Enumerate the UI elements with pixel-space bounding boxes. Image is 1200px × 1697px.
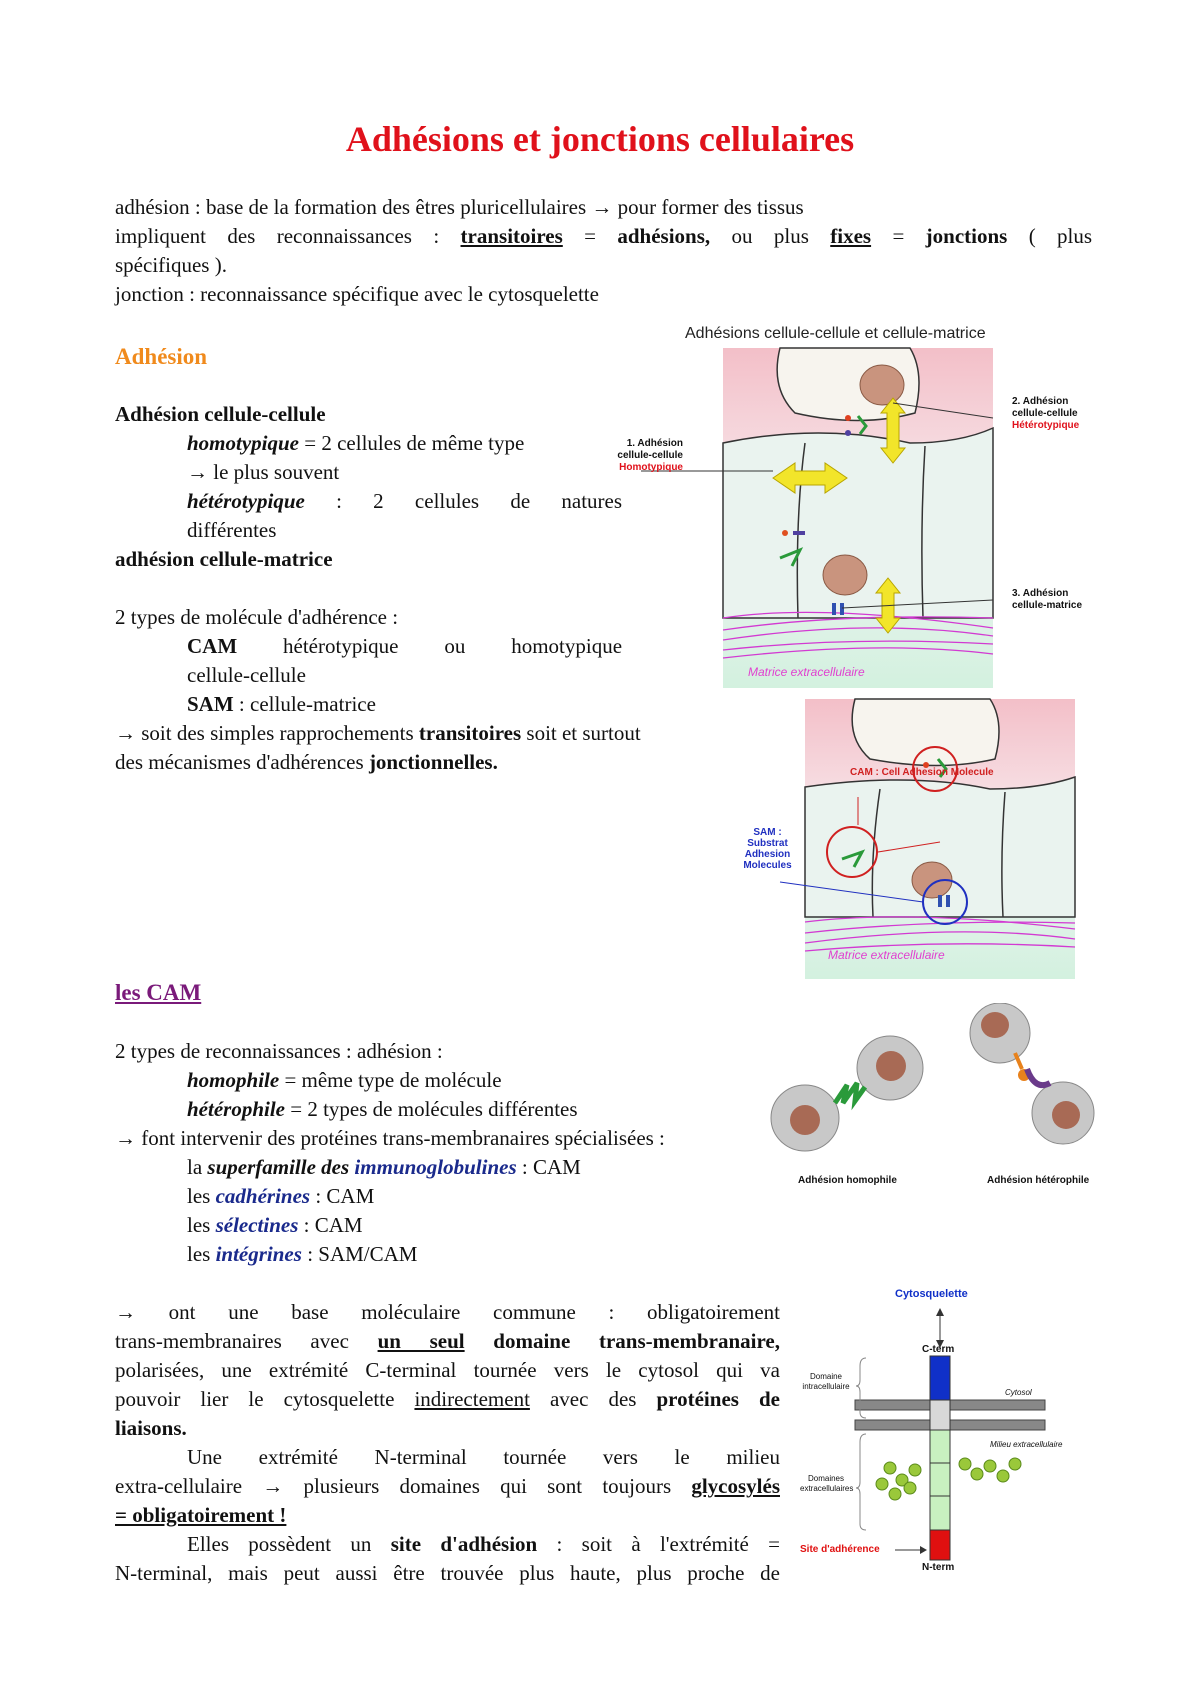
conclusion-line-1: → soit des simples rapprochements transitoires soit et surtout: [115, 721, 641, 745]
base-line-8: = obligatoirement !: [115, 1503, 287, 1527]
fig2-sam-label: SAM : Substrat Adhesion Molecules: [743, 827, 792, 871]
fig4-nterm-label: N-term: [922, 1562, 955, 1573]
adhesion-cc-heading: Adhésion cellule-cellule: [115, 402, 326, 426]
intro-line-3: spécifiques ).: [115, 253, 227, 277]
intro-line-2: impliquent des reconnaissances : transitoires = adhésions, ou plus fixes = jonctions ( plus: [115, 224, 1093, 248]
fig4-cterm-label: C-term: [922, 1344, 955, 1355]
base-line-9: Elles possèdent un site d'adhésion : soit à l'extrémité =: [187, 1532, 780, 1556]
sam-line: SAM : cellule-matrice: [187, 692, 376, 716]
figure-adhesions-overview: [617, 318, 1100, 693]
heterotypique-line-2: différentes: [187, 518, 277, 542]
fig1-label-2: 2. Adhésion cellule-cellule Hétérotypique: [1012, 396, 1080, 431]
types-intro: 2 types de molécule d'adhérence :: [115, 605, 399, 629]
homotypique-note: → le plus souvent: [187, 460, 340, 484]
fig3-heterophile-label: Adhésion hétérophile: [987, 1175, 1090, 1186]
fig2-cam-label: CAM : Cell Adhesion Molecule: [850, 767, 994, 778]
base-line-5: liaisons.: [115, 1416, 187, 1440]
cam-line-2: cellule-cellule: [187, 663, 306, 687]
superfamily-line: la superfamille des immunoglobulines : CAM: [187, 1155, 581, 1179]
selectines-line: les sélectines : CAM: [187, 1213, 363, 1237]
figure-homophile-heterophile: [765, 1003, 1100, 1198]
fig1-label-3: 3. Adhésion cellule-matrice: [1012, 588, 1083, 611]
fig4-site-label: Site d'adhérence: [800, 1544, 880, 1555]
conclusion-line-2: des mécanismes d'adhérences jonctionnelles.: [115, 750, 498, 774]
fig1-label-1: 1. Adhésion cellule-cellule Homotypique: [617, 438, 683, 473]
base-line-3: polarisées, une extrémité C-terminal tournée vers le cytosol qui va: [115, 1358, 780, 1382]
adhesion-heading: Adhésion: [115, 344, 208, 369]
base-line-1: → ont une base moléculaire commune : obligatoirement: [115, 1300, 780, 1324]
base-line-7: extra-cellulaire → plusieurs domaines qui sont toujours glycosylés: [115, 1474, 780, 1498]
base-line-6: Une extrémité N-terminal tournée vers le milieu: [187, 1445, 780, 1469]
intro-line-1: adhésion : base de la formation des êtres pluricellulaires → pour former des tissus: [115, 195, 804, 219]
fig3-homophile-label: Adhésion homophile: [798, 1175, 897, 1186]
cam-heading: les CAM: [115, 980, 202, 1005]
homophile-line: homophile = même type de molécule: [187, 1068, 502, 1092]
page-title: Adhésions et jonctions cellulaires: [345, 119, 855, 159]
heterophile-line: hétérophile = 2 types de molécules différentes: [187, 1097, 578, 1121]
fig4-cytosquelette-label: Cytosquelette: [895, 1288, 968, 1300]
cam-intro: 2 types de reconnaissances : adhésion :: [115, 1039, 443, 1063]
fig4-domaines-extra-label: Domaines extracellulaires: [800, 1474, 854, 1493]
base-line-4: pouvoir lier le cytosquelette indirectement avec des protéines de: [115, 1387, 780, 1411]
base-line-10: N-terminal, mais peut aussi être trouvée plus haute, plus proche de: [115, 1561, 780, 1585]
fig4-cytosol-label: Cytosol: [1005, 1388, 1032, 1397]
fig1-matrix-label: Matrice extracellulaire: [748, 665, 865, 679]
figure-cam-structure: [800, 1288, 1100, 1578]
figure-cam-sam: [740, 697, 1100, 982]
proteins-line: → font intervenir des protéines trans-membranaires spécialisées :: [115, 1126, 665, 1150]
cadherines-line: les cadhérines : CAM: [187, 1184, 375, 1208]
fig1-title: Adhésions cellule-cellule et cellule-matrice: [685, 325, 986, 342]
cam-line: CAM hétérotypique ou homotypique: [187, 634, 623, 658]
base-line-2: trans-membranaires avec un seul domaine trans-membranaire,: [115, 1329, 780, 1353]
fig2-matrix-label: Matrice extracellulaire: [828, 948, 945, 962]
fig4-domaine-intra-label: Domaine intracellulaire: [802, 1372, 850, 1391]
intro-line-4: jonction : reconnaissance spécifique avec le cytosquelette: [115, 282, 599, 306]
homotypique-line: homotypique = 2 cellules de même type: [187, 431, 525, 455]
adhesion-cm-heading: adhésion cellule-matrice: [115, 547, 333, 571]
heterotypique-line: hétérotypique : 2 cellules de natures: [187, 489, 623, 513]
integrines-line: les intégrines : SAM/CAM: [187, 1242, 418, 1266]
fig4-milieu-label: Milieu extracellulaire: [990, 1440, 1063, 1449]
